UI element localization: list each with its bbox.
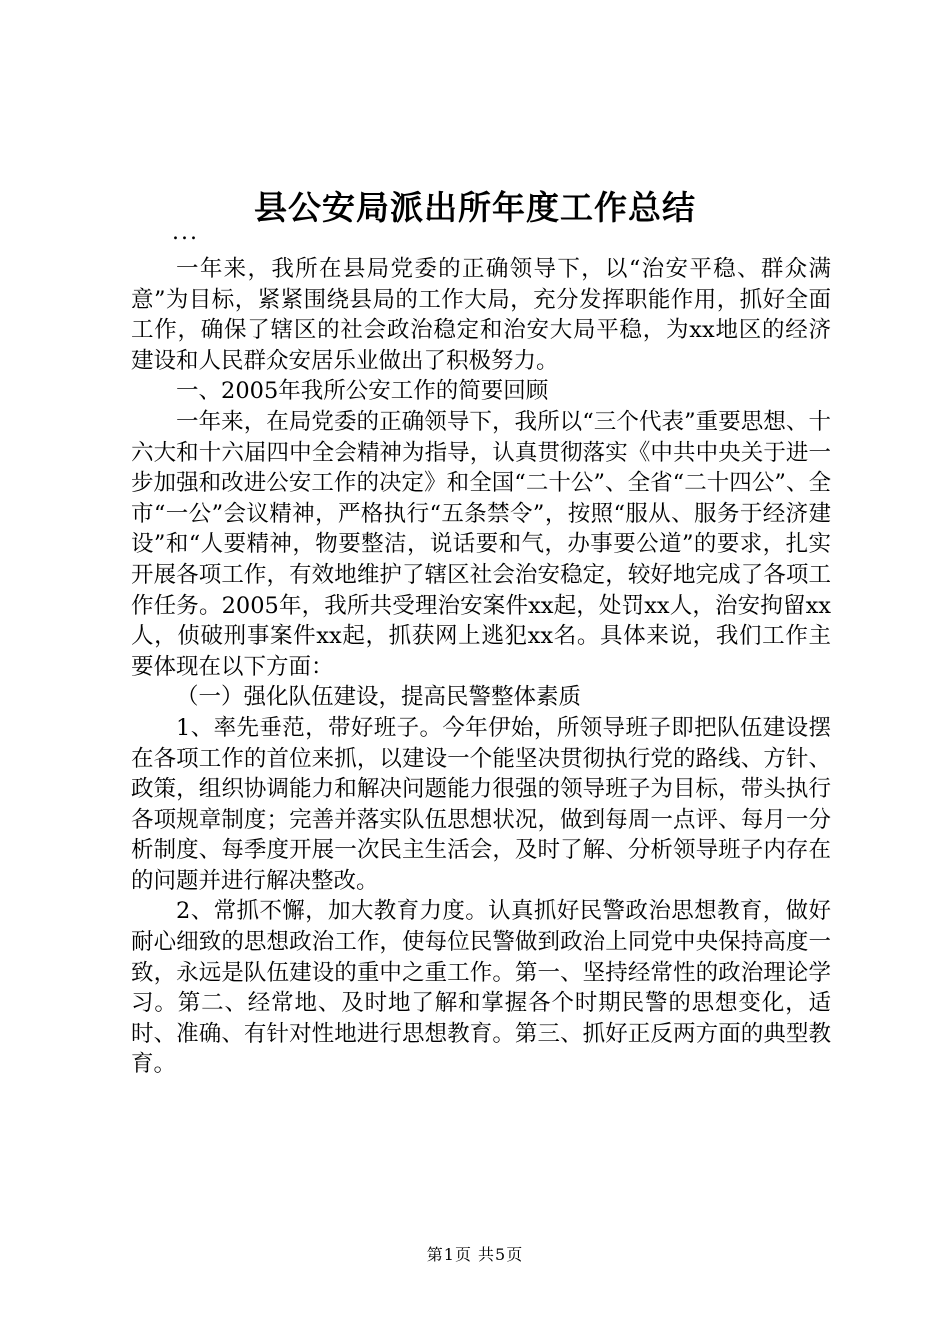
paragraph-item-1: 1、率先垂范，带好班子。今年伊始，所领导班子即把队伍建设摆在各项工作的首位来抓，以建设一个能坚决贯彻执行党的路线、方针、政策，组织协调能力和解决问题能力很强的领导班子为目标，带头执行各项规章制度；完善并落实队伍思想状况，做到每周一点评、每月一分析制度、每季度开展一次民主生活会，及时了解、分析领导班子内存在的问题并进行解决整改。 [131,714,831,894]
paragraph-review: 一年来，在局党委的正确领导下，我所以“三个代表”重要思想、十六大和十六届四中全会精神为指导，认真贯彻落实《中共中央关于进一步加强和改进公安工作的决定》和全国“二十公”、全省“二十四公”、全市“一公”会议精神，严格执行“五条禁令”，按照“服从、服务于经济建设”和“人要精神，物要整洁，说话要和气，办事要公道”的要求，扎实开展各项工作，有效地维护了辖区社会治安稳定，较好地完成了各项工作任务。2005年，我所共受理治安案件xx起，处罚xx人，治安拘留xx人，侦破刑事案件xx起，抓获网上逃犯xx名。具体来说，我们工作主要体现在以下方面： [131,408,831,680]
paragraph-intro: 一年来，我所在县局党委的正确领导下，以“治安平稳、群众满意”为目标，紧紧围绕县局的工作大局，充分发挥职能作用，抓好全面工作，确保了辖区的社会政治稳定和治安大局平稳，为xx地区的经济建设和人民群众安居乐业做出了积极努力。 [131,256,831,374]
document-title: 县公安局派出所年度工作总结 [254,188,696,227]
paragraph-item-2: 2、常抓不懈，加大教育力度。认真抓好民警政治思想教育，做好耐心细致的思想政治工作，使每位民警做到政治上同党中央保持高度一致，永远是队伍建设的重中之重工作。第一、坚持经常性的政治理论学习。第二、经常地、及时地了解和掌握各个时期民警的思想变化，适时、准确、有针对性地进行思想教育。第三、抓好正反两方面的典型教育。 [131,898,831,1078]
page-number-footer: 第1页 共5页 [426,1245,524,1264]
document-body [131,254,831,1080]
ellipsis-marker: ... [172,220,199,245]
section-heading-review: 一、2005年我所公安工作的简要回顾 [176,378,549,405]
subsection-heading-team: （一）强化队伍建设，提高民警整体素质 [176,684,582,711]
